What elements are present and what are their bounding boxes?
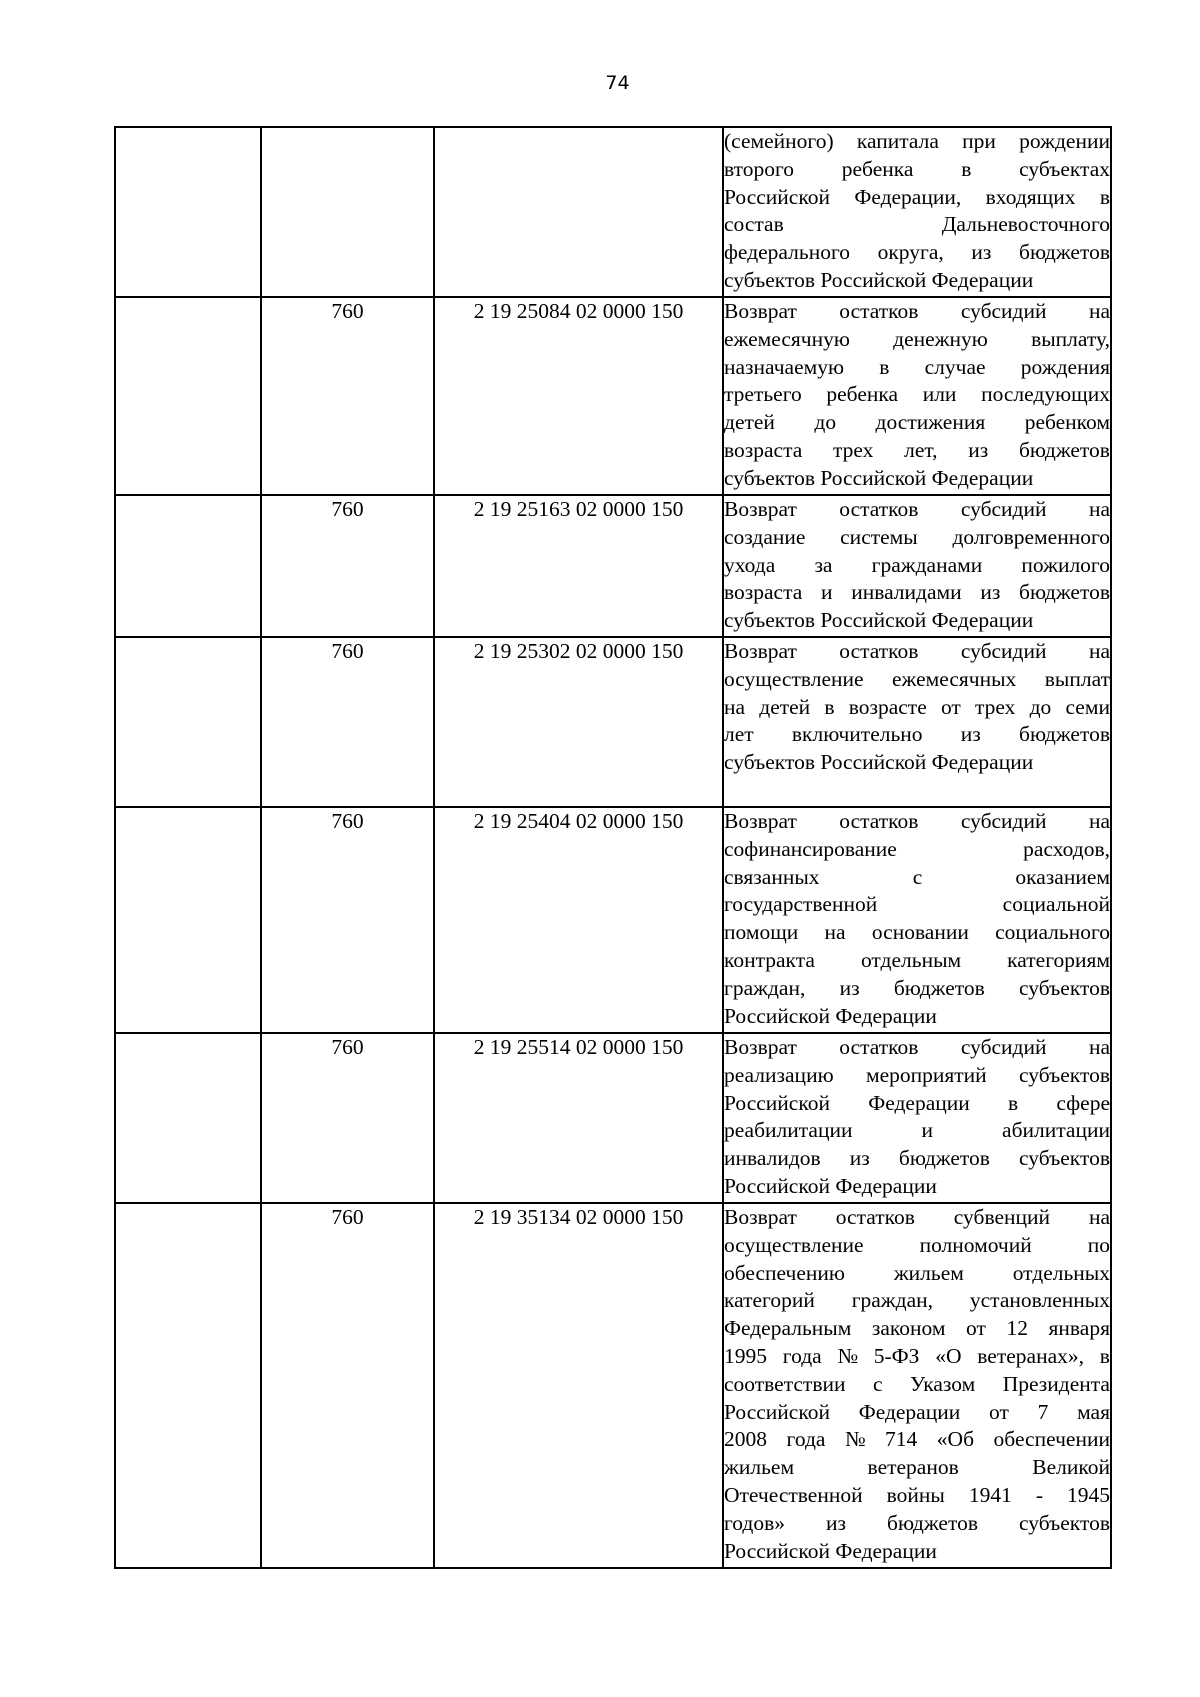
- budget-codes-table: [114, 126, 1112, 1569]
- description-line: субъектов Российской Федерации: [724, 608, 1034, 633]
- word: из: [960, 722, 981, 747]
- cell-budget-code: 2 19 25302 02 0000 150: [434, 637, 723, 807]
- word: жильем: [893, 1260, 964, 1285]
- word: по: [1087, 1232, 1110, 1257]
- word: бюджетов: [1019, 580, 1110, 605]
- description-line-justified: [724, 1371, 1110, 1399]
- word: государственной: [724, 892, 878, 917]
- word: трех: [833, 437, 874, 462]
- word: назначаемую: [724, 354, 845, 379]
- word: случае: [924, 354, 986, 379]
- word: контракта: [724, 947, 815, 972]
- cell-description: [723, 637, 1111, 807]
- word: 1945: [1067, 1482, 1110, 1507]
- word: «Об: [936, 1427, 975, 1452]
- word: на: [1088, 497, 1110, 521]
- cell-blank: [115, 297, 261, 495]
- word: 2008: [724, 1427, 767, 1452]
- description-line-justified: [724, 381, 1110, 409]
- word: на: [824, 920, 846, 945]
- word: долговременного: [952, 524, 1110, 549]
- description-line-justified: [724, 638, 1110, 666]
- description-line-justified: [724, 721, 1110, 749]
- table-row: [115, 637, 1111, 807]
- word: связанных: [724, 864, 820, 889]
- word: Федеральным: [724, 1316, 852, 1341]
- word: включительно: [791, 722, 923, 747]
- word: на: [1088, 639, 1110, 663]
- word: Дальневосточного: [941, 212, 1110, 237]
- word: входящих: [985, 184, 1076, 209]
- table-row: [115, 1203, 1111, 1568]
- description-line-justified: [724, 1426, 1110, 1454]
- word: ухода: [724, 552, 776, 577]
- word: возраста: [724, 437, 803, 462]
- word: законом: [871, 1316, 946, 1341]
- word: субсидий: [960, 497, 1047, 521]
- word: на: [724, 694, 746, 719]
- word: за: [814, 552, 833, 577]
- cell-blank: [115, 1033, 261, 1203]
- word: из: [839, 975, 860, 1000]
- word: №: [844, 1427, 866, 1452]
- description-line-justified: [724, 1510, 1110, 1538]
- description-line-justified: [724, 1315, 1110, 1343]
- word: абилитации: [1002, 1118, 1110, 1143]
- word: и: [820, 580, 833, 605]
- word: ребенка: [826, 382, 899, 407]
- word: пожилого: [1021, 552, 1110, 577]
- word: основании: [871, 920, 969, 945]
- word: семи: [1065, 694, 1110, 719]
- word: на: [1088, 1035, 1110, 1059]
- description-line-justified: [724, 409, 1110, 437]
- cell-admin-code: 760: [261, 297, 434, 495]
- description-line-justified: [724, 552, 1110, 580]
- description-line-justified: [724, 1034, 1110, 1062]
- word: Возврат: [724, 1205, 797, 1229]
- word: в: [961, 156, 972, 181]
- description-line-justified: [724, 666, 1110, 694]
- word: с: [912, 864, 923, 889]
- description-line-justified: [724, 1145, 1110, 1173]
- word: остатков: [839, 1035, 919, 1059]
- description-line: субъектов Российской Федерации: [724, 267, 1034, 292]
- word: детей: [759, 694, 811, 719]
- word: субсидий: [960, 639, 1047, 663]
- word: из: [968, 437, 989, 462]
- word: 1995: [724, 1343, 767, 1368]
- word: ежемесячную: [724, 326, 850, 351]
- word: ветеранах»,: [977, 1343, 1085, 1368]
- cell-blank: [115, 637, 261, 807]
- word: субъектах: [1019, 156, 1110, 181]
- word: гражданами: [871, 552, 983, 577]
- word: субсидий: [960, 809, 1047, 833]
- table-row: [115, 807, 1111, 1033]
- cell-admin-code: 760: [261, 495, 434, 637]
- cell-description: [723, 1033, 1111, 1203]
- description-line-justified: [724, 836, 1110, 864]
- cell-budget-code: 2 19 25514 02 0000 150: [434, 1033, 723, 1203]
- word: в: [1099, 1343, 1110, 1368]
- word: -: [1035, 1482, 1043, 1507]
- word: бюджетов: [887, 1510, 978, 1535]
- word: от: [988, 1399, 1009, 1424]
- word: остатков: [839, 299, 919, 323]
- word: Возврат: [724, 1035, 797, 1059]
- word: создание: [724, 524, 806, 549]
- description-line-justified: [724, 298, 1110, 326]
- description-line-justified: [724, 1287, 1110, 1315]
- cell-admin-code: 760: [261, 1033, 434, 1203]
- word: федерального: [724, 240, 850, 265]
- word: на: [1088, 1205, 1110, 1229]
- word: остатков: [839, 639, 919, 663]
- word: округа,: [877, 240, 944, 265]
- cell-blank: [115, 495, 261, 637]
- word: социальной: [1002, 892, 1110, 917]
- word: 5-ФЗ: [873, 1343, 920, 1368]
- word: сфере: [1056, 1090, 1110, 1115]
- word: субъектов: [1019, 975, 1110, 1000]
- word: Возврат: [724, 299, 797, 323]
- word: годов»: [724, 1510, 786, 1535]
- word: лет,: [904, 437, 938, 462]
- word: расходов,: [1023, 836, 1110, 861]
- word: рождения: [1020, 354, 1110, 379]
- description-line-justified: [724, 579, 1110, 607]
- word: Отечественной: [724, 1482, 863, 1507]
- word: осуществление: [724, 666, 864, 691]
- cell-description: [723, 297, 1111, 495]
- word: Федерации: [858, 1399, 961, 1424]
- word: реализацию: [724, 1062, 834, 1087]
- word: субъектов: [1019, 1062, 1110, 1087]
- word: Российской: [724, 184, 830, 209]
- cell-budget-code: [434, 127, 723, 297]
- word: выплат: [1044, 666, 1110, 691]
- description-line-justified: [724, 239, 1110, 267]
- description-line-justified: [724, 156, 1110, 184]
- word: обеспечении: [993, 1427, 1110, 1452]
- word: из: [971, 240, 992, 265]
- description-line-justified: [724, 496, 1110, 524]
- word: субвенций: [953, 1205, 1051, 1229]
- word: года: [786, 1427, 826, 1452]
- word: остатков: [839, 809, 919, 833]
- description-line-justified: [724, 326, 1110, 354]
- cell-budget-code: 2 19 35134 02 0000 150: [434, 1203, 723, 1568]
- word: или: [922, 382, 957, 407]
- word: отдельных: [1012, 1260, 1110, 1285]
- table-row: [115, 495, 1111, 637]
- cell-description: [723, 1203, 1111, 1568]
- cell-admin-code: 760: [261, 807, 434, 1033]
- word: инвалидами: [851, 580, 962, 605]
- word: Возврат: [724, 497, 797, 521]
- word: до: [1029, 694, 1052, 719]
- word: Возврат: [724, 809, 797, 833]
- word: второго: [724, 156, 795, 181]
- word: ребенком: [1024, 410, 1110, 435]
- word: категориям: [1007, 947, 1110, 972]
- description-line-justified: [724, 437, 1110, 465]
- description-line: Российской Федерации: [724, 1173, 937, 1198]
- word: бюджетов: [893, 975, 985, 1000]
- description-line-justified: [724, 184, 1110, 212]
- word: состав: [724, 212, 784, 237]
- word: на: [1088, 299, 1110, 323]
- word: социального: [995, 920, 1110, 945]
- word: 7: [1037, 1399, 1049, 1424]
- word: капитала: [856, 129, 939, 153]
- word: Федерации: [868, 1090, 970, 1115]
- word: детей: [724, 410, 775, 435]
- description-line: субъектов Российской Федерации: [724, 750, 1034, 775]
- description-line-justified: [724, 211, 1110, 239]
- word: Российской: [724, 1399, 830, 1424]
- word: помощи: [724, 920, 799, 945]
- word: обеспечению: [724, 1260, 845, 1285]
- word: при: [962, 129, 996, 153]
- word: третьего: [724, 382, 802, 407]
- description-line-justified: [724, 891, 1110, 919]
- cell-description: [723, 495, 1111, 637]
- word: из: [849, 1146, 870, 1171]
- description-line-justified: [724, 1204, 1110, 1232]
- word: граждан,: [851, 1288, 934, 1313]
- word: января: [1048, 1316, 1110, 1341]
- word: субъектов: [1019, 1146, 1110, 1171]
- description-line-justified: [724, 1232, 1110, 1260]
- word: трех: [975, 694, 1016, 719]
- page-number: 74: [605, 72, 630, 94]
- word: субсидий: [960, 1035, 1047, 1059]
- word: в: [1099, 184, 1110, 209]
- description-line-justified: [724, 1343, 1110, 1371]
- description-line: Российской Федерации: [724, 1003, 937, 1028]
- word: реабилитации: [724, 1118, 853, 1143]
- word: до: [814, 410, 837, 435]
- word: осуществление: [724, 1232, 864, 1257]
- word: от: [940, 694, 961, 719]
- cell-admin-code: [261, 127, 434, 297]
- description-line-justified: [724, 919, 1110, 947]
- description-line-justified: [724, 1062, 1110, 1090]
- word: отдельным: [860, 947, 962, 972]
- word: остатков: [839, 497, 919, 521]
- description-line-justified: [724, 1454, 1110, 1482]
- word: ежемесячных: [892, 666, 1017, 691]
- word: категорий: [724, 1288, 815, 1313]
- word: оказанием: [1015, 864, 1110, 889]
- word: возрасте: [848, 694, 927, 719]
- word: 714: [885, 1427, 918, 1452]
- word: «О: [935, 1343, 962, 1368]
- word: граждан,: [724, 975, 806, 1000]
- description-line-justified: [724, 1399, 1110, 1427]
- word: Указом: [909, 1371, 976, 1396]
- word: бюджетов: [1019, 722, 1110, 747]
- cell-description: [723, 127, 1111, 297]
- word: инвалидов: [724, 1146, 821, 1171]
- word: года: [782, 1343, 822, 1368]
- word: субсидий: [960, 299, 1047, 323]
- word: Президента: [1002, 1371, 1110, 1396]
- word: войны: [886, 1482, 945, 1507]
- description-line-justified: [724, 694, 1110, 722]
- table-row: [115, 1033, 1111, 1203]
- description-line-justified: [724, 1260, 1110, 1288]
- cell-budget-code: 2 19 25163 02 0000 150: [434, 495, 723, 637]
- word: соответствии: [724, 1371, 846, 1396]
- word: субъектов: [1019, 1510, 1110, 1535]
- cell-budget-code: 2 19 25404 02 0000 150: [434, 807, 723, 1033]
- description-line-justified: [724, 1482, 1110, 1510]
- word: денежную: [893, 326, 988, 351]
- description-line-justified: [724, 128, 1110, 156]
- word: и: [921, 1118, 934, 1143]
- word: №: [837, 1343, 858, 1368]
- description-line-justified: [724, 975, 1110, 1003]
- cell-admin-code: 760: [261, 637, 434, 807]
- word: 1941: [968, 1482, 1012, 1507]
- cell-description: [723, 807, 1111, 1033]
- word: остатков: [835, 1205, 915, 1229]
- word: в: [1008, 1090, 1019, 1115]
- word: бюджетов: [898, 1146, 990, 1171]
- word: на: [1088, 809, 1110, 833]
- word: лет: [724, 722, 754, 747]
- description-line-justified: [724, 524, 1110, 552]
- word: из: [826, 1510, 847, 1535]
- word: мая: [1077, 1399, 1110, 1424]
- description-line-justified: [724, 947, 1110, 975]
- cell-blank: [115, 1203, 261, 1568]
- word: установленных: [969, 1288, 1110, 1313]
- word: из: [980, 580, 1001, 605]
- word: в: [879, 354, 890, 379]
- word: софинансирование: [724, 836, 897, 861]
- description-line: субъектов Российской Федерации: [724, 465, 1034, 490]
- word: последующих: [981, 382, 1110, 407]
- description-line: Российской Федерации: [724, 1538, 937, 1563]
- word: ребенка: [841, 156, 914, 181]
- word: ветеранов: [867, 1455, 959, 1480]
- word: выплату,: [1031, 326, 1110, 351]
- word: мероприятий: [865, 1062, 987, 1087]
- cell-blank: [115, 127, 261, 297]
- word: 12: [1006, 1316, 1028, 1341]
- word: Российской: [724, 1090, 830, 1115]
- table-row: [115, 297, 1111, 495]
- word: жильем: [724, 1455, 795, 1480]
- description-line-justified: [724, 1117, 1110, 1145]
- word: с: [872, 1371, 883, 1396]
- word: Возврат: [724, 639, 797, 663]
- word: возраста: [724, 580, 803, 605]
- description-line-justified: [724, 1090, 1110, 1118]
- word: бюджетов: [1019, 240, 1110, 265]
- description-line-justified: [724, 354, 1110, 382]
- word: достижения: [875, 410, 986, 435]
- word: Великой: [1032, 1455, 1110, 1480]
- description-line-justified: [724, 864, 1110, 892]
- word: Федерации,: [854, 184, 962, 209]
- cell-blank: [115, 807, 261, 1033]
- word: в: [824, 694, 835, 719]
- word: полномочий: [919, 1232, 1032, 1257]
- word: системы: [840, 524, 918, 549]
- word: от: [966, 1316, 986, 1341]
- table-row: [115, 127, 1111, 297]
- description-line-justified: [724, 808, 1110, 836]
- word: бюджетов: [1018, 437, 1110, 462]
- cell-budget-code: 2 19 25084 02 0000 150: [434, 297, 723, 495]
- word: (семейного): [724, 129, 834, 153]
- cell-admin-code: 760: [261, 1203, 434, 1568]
- word: рождении: [1019, 129, 1110, 153]
